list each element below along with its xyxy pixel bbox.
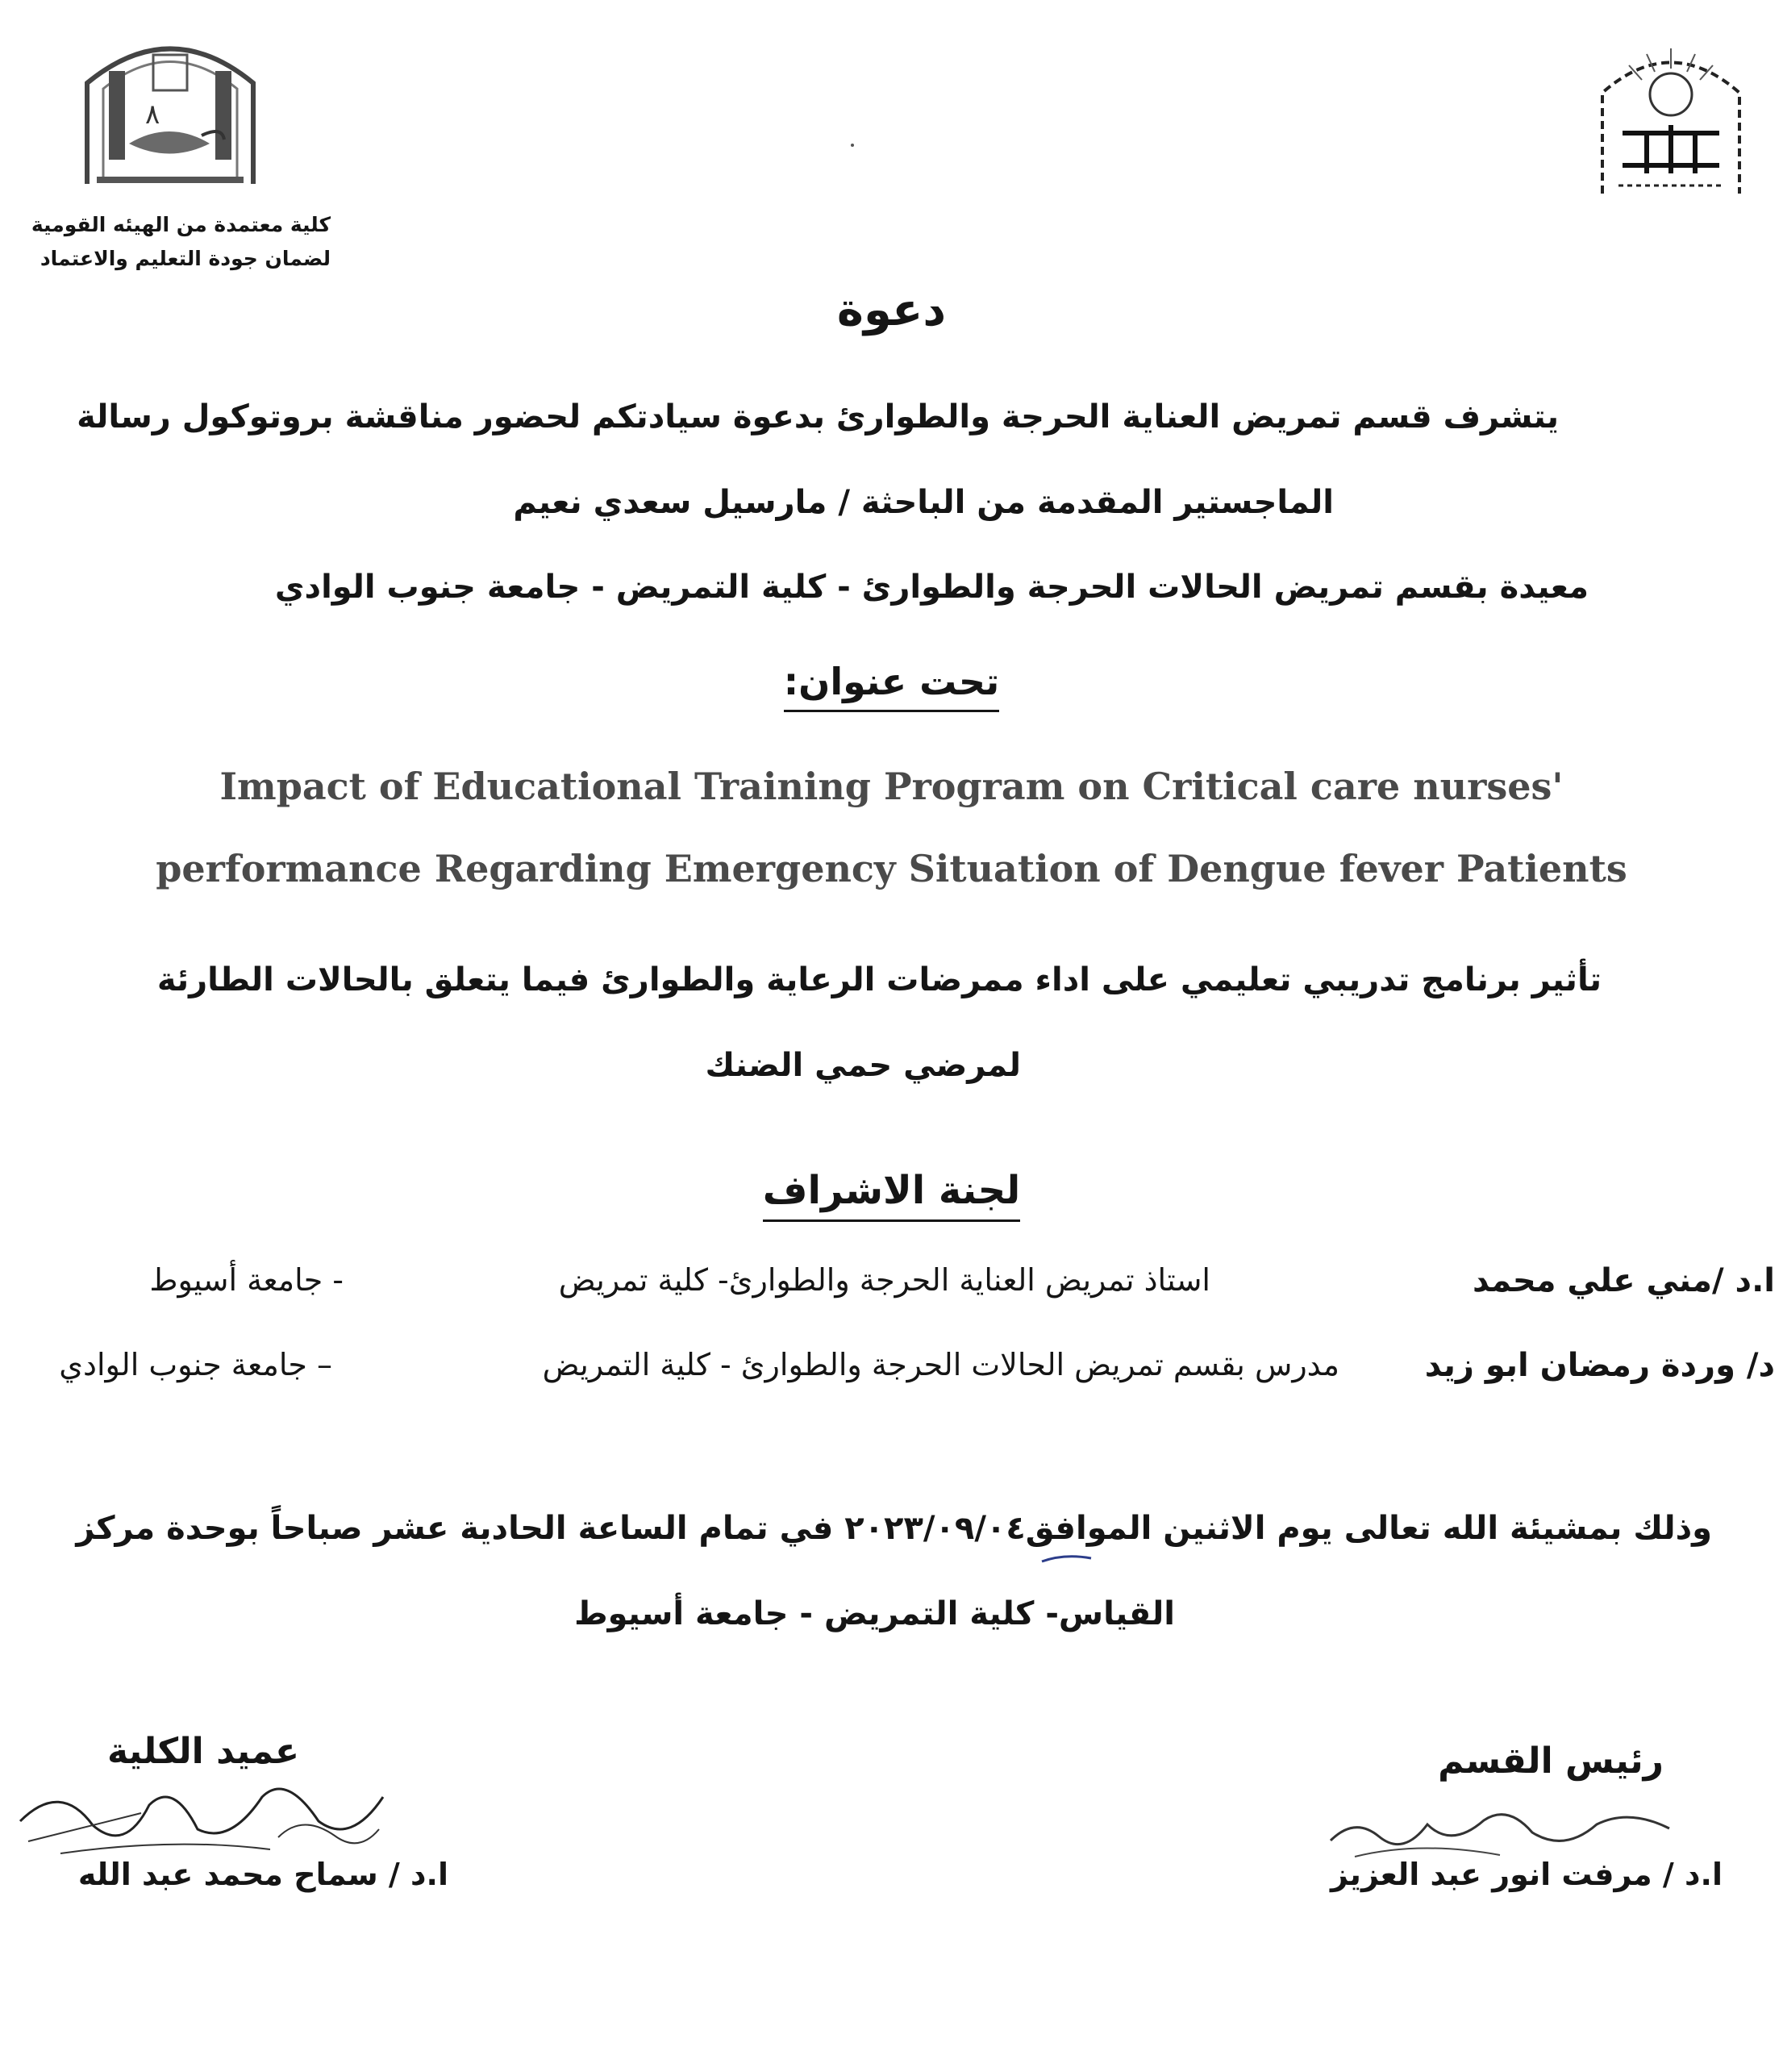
details-line-1: وذلك بمشيئة الله تعالى يوم الاثنين الموافق٢٠٢٣/٠٩/٠٤ في تمام الساعة الحادية عشر صباحاً بوحدة مركز (76, 1510, 1712, 1547)
english-title-line-2: performance Regarding Emergency Situation of Dengue fever Patients (156, 847, 1627, 890)
head-of-department-title: رئيس القسم (1438, 1741, 1664, 1782)
subtitle-heading (0, 660, 1783, 703)
member-1-place: - جامعة أسيوط (149, 1262, 344, 1298)
dean-name: ا.د / سماح محمد عبد الله (77, 1857, 448, 1892)
scan-speck (851, 144, 854, 147)
arabic-title-line-1: تأثير برنامج تدريبي تعليمي على اداء ممرضات الرعاية والطوارئ فيما يتعلق بالحالات الطارئة (156, 961, 1602, 998)
committee-heading (0, 1168, 1783, 1213)
member-1-name: ا.د /مني علي محمد (1472, 1262, 1775, 1299)
page-title: دعوة (836, 284, 947, 336)
details-line-2: القياس- كلية التمريض - جامعة أسيوط (574, 1595, 1175, 1632)
intro-line-2: الماجستير المقدمة من الباحثة / مارسيل سعدي نعيم (513, 484, 1334, 521)
intro-line-1: يتشرف قسم تمريض العناية الحرجة والطوارئ بدعوة سيادتكم لحضور مناقشة بروتوكول رسالة (77, 398, 1559, 436)
dean-title: عميد الكلية (106, 1731, 299, 1772)
intro-line-3: معيدة بقسم تمريض الحالات الحرجة والطوارئ - كلية التمريض - جامعة جنوب الوادي (274, 569, 1589, 606)
arabic-title-line-2: لمرضي حمي الضنك (705, 1047, 1021, 1084)
accreditation-text (24, 208, 331, 276)
head-signature-icon (1323, 1792, 1685, 1865)
committee-heading-text: لجنة الاشراف (763, 1168, 1021, 1222)
member-2-name: د/ وردة رمضان ابو زيد (1424, 1347, 1775, 1384)
head-of-department-name: ا.د / مرفت انور عبد العزيز (1331, 1857, 1723, 1892)
faculty-of-nursing-logo-icon (81, 23, 260, 196)
svg-text:٨: ٨ (145, 98, 160, 131)
english-title-line-1: Impact of Educational Training Program on Critical care nurses' (219, 765, 1564, 808)
member-2-place: – جامعة جنوب الوادي (59, 1347, 332, 1382)
accreditation-line-2: لضمان جودة التعليم والاعتماد (40, 247, 331, 270)
accreditation-line-1: كلية معتمدة من الهيئه القومية (31, 213, 331, 236)
assiut-university-logo-icon (1590, 36, 1752, 198)
date-underline-mark (1040, 1550, 1093, 1566)
member-1-role: استاذ تمريض العناية الحرجة والطوارئ- كلية تمريض (558, 1262, 1210, 1298)
member-2-role: مدرس بقسم تمريض الحالات الحرجة والطوارئ - كلية التمريض (542, 1347, 1339, 1382)
subtitle-heading-text: تحت عنوان: (784, 660, 1000, 712)
